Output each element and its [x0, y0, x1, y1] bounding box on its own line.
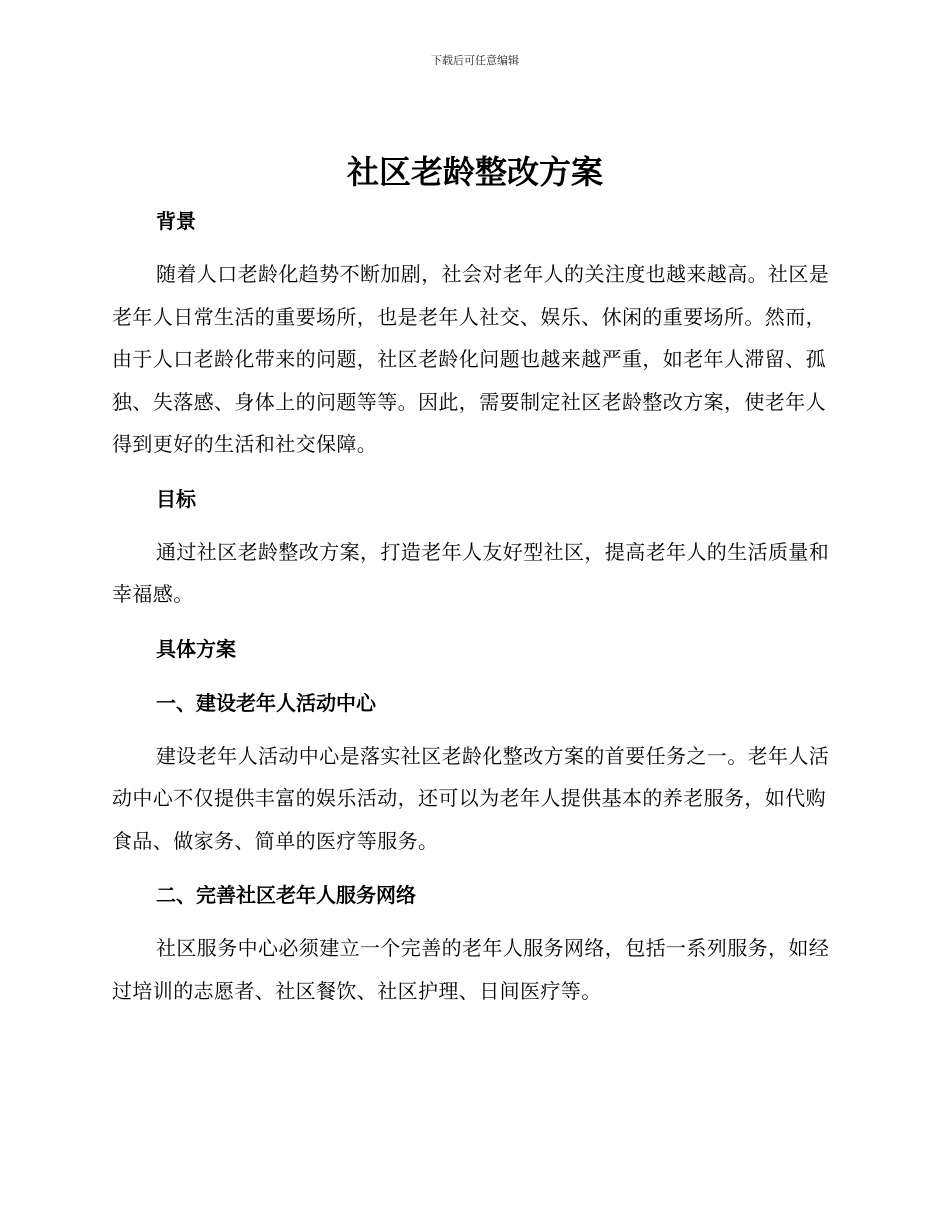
page-header-note: 下载后可任意编辑 — [431, 54, 519, 67]
section-heading-goal: 目标 — [156, 486, 196, 511]
document-body — [112, 200, 834, 1012]
section-heading-plan: 具体方案 — [156, 636, 236, 661]
section-paragraph-activity-center: 建设老年人活动中心是落实社区老龄化整改方案的首要任务之一。老年人活动中心不仅提供丰富的娱乐活动，还可以为老年人提供基本的养老服务，如代购食品、做家务、简单的医疗等服务。 — [112, 743, 830, 853]
section-paragraph-service-network: 社区服务中心必须建立一个完善的老年人服务网络，包括一系列服务，如经过培训的志愿者、社区餐饮、社区护理、日间医疗等。 — [112, 936, 830, 1003]
section-heading-background: 背景 — [156, 209, 196, 233]
section-paragraph-goal: 通过社区老龄整改方案，打造老年人友好型社区，提高老年人的生活质量和幸福感。 — [112, 539, 830, 606]
section-paragraph-background: 随着人口老龄化趋势不断加剧，社会对老年人的关注度也越来越高。社区是老年人日常生活的重要场所，也是老年人社交、娱乐、休闲的重要场所。然而，由于人口老龄化带来的问题，社区老龄化问题也越来越严重，如老年人滞留、孤独、失落感、身体上的问题等等。因此，需要制定社区老龄整改方案，使老年人得到更好的生活和社交保障。 — [112, 262, 830, 456]
document-title: 社区老龄整改方案 — [346, 153, 603, 191]
section-heading-activity-center: 一、建设老年人活动中心 — [156, 690, 376, 715]
section-heading-service-network: 二、完善社区老年人服务网络 — [156, 883, 416, 907]
